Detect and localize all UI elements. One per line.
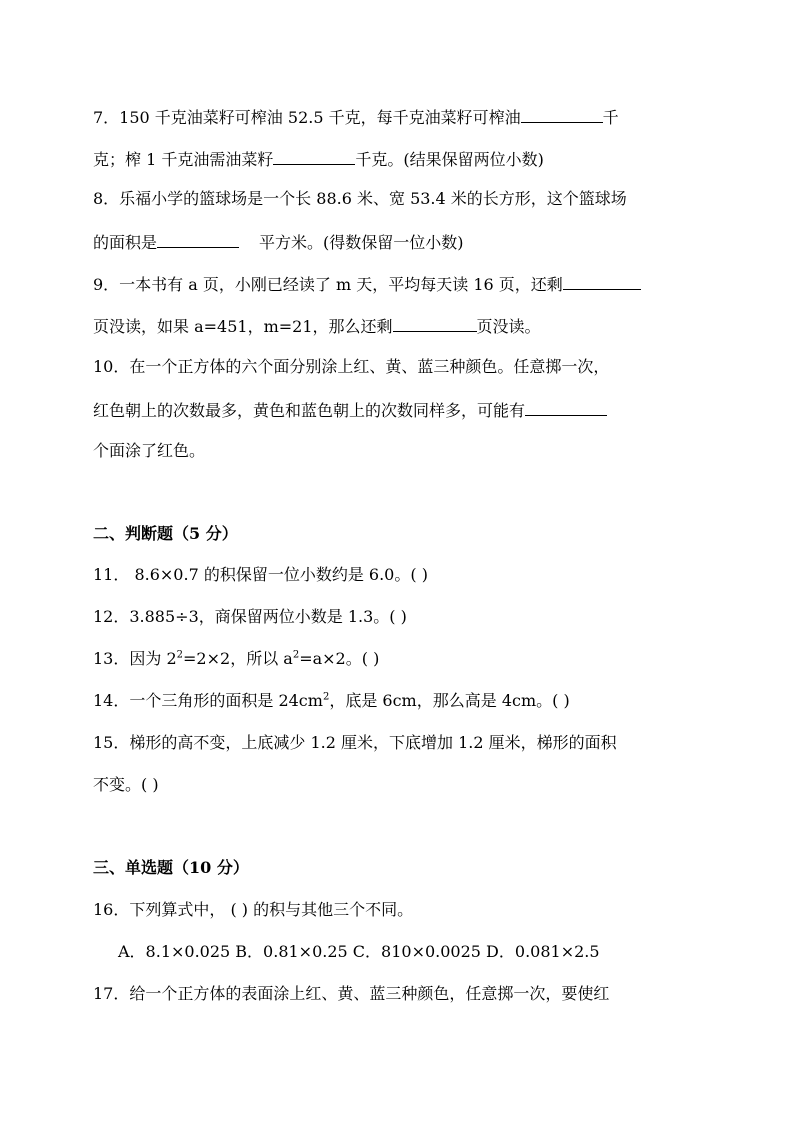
q13-text-b: =2×2，所以 a	[183, 649, 293, 668]
q9-blank-1[interactable]	[563, 271, 641, 290]
question-11: 11． 8.6×0.7 的积保留一位小数约是 6.0。( )	[93, 565, 428, 584]
q13-text-a: 13．因为 2	[93, 649, 177, 668]
q10-text-c: 个面涂了红色。	[93, 441, 206, 460]
q8-text-b: 的面积是	[93, 233, 158, 252]
q9-text-b: 页没读，如果 a=451，m=21，那么还剩	[93, 317, 393, 336]
section-2-title: 二、判断题（5 分）	[93, 524, 238, 543]
question-8-line-1	[93, 187, 703, 211]
question-14	[93, 689, 703, 713]
q14-text-b: ，底是 6cm，那么高是 4cm。( )	[329, 691, 570, 710]
question-15-line-1: 15．梯形的高不变，上底减少 1.2 厘米，下底增加 1.2 厘米，梯形的面积	[93, 733, 617, 752]
q7-text-d: 千克。(结果保留两位小数)	[355, 150, 544, 169]
q9-text-a: 9．一本书有 a 页，小刚已经读了 m 天，平均每天读 16 页，还剩	[93, 275, 563, 294]
q8-text-a: 8．乐福小学的篮球场是一个长 88.6 米、宽 53.4 米的长方形，这个篮球场	[93, 189, 627, 208]
question-16: 16．下列算式中， ( ) 的积与其他三个不同。	[93, 900, 414, 919]
q9-text-c: 页没读。	[476, 317, 541, 336]
question-13	[93, 647, 703, 671]
question-10-line-3	[93, 439, 703, 463]
question-7-line-2	[93, 146, 703, 172]
q14-text-a: 14．一个三角形的面积是 24cm	[93, 691, 323, 710]
q7-text-a: 7．150 千克油菜籽可榨油 52.5 千克，每千克油菜籽可榨油	[93, 108, 521, 127]
question-9-line-2	[93, 313, 703, 339]
q10-text-a: 10．在一个正方体的六个面分别涂上红、黄、蓝三种颜色。任意掷一次，	[93, 357, 610, 376]
question-9-line-1	[93, 271, 703, 297]
section-3-title: 三、单选题（10 分）	[93, 858, 249, 877]
q9-blank-2[interactable]	[393, 313, 477, 332]
question-7-line-1	[93, 104, 703, 130]
question-16-options: A．8.1×0.025 B．0.81×0.25 C．810×0.0025 D．0.081×2.5	[118, 942, 600, 961]
q7-blank-1[interactable]	[521, 104, 603, 123]
q13-superscript-2: 2	[292, 649, 300, 661]
q14-superscript: 2	[322, 691, 330, 703]
q10-text-b: 红色朝上的次数最多，黄色和蓝色朝上的次数同样多，可能有	[93, 401, 526, 420]
question-12: 12．3.885÷3，商保留两位小数是 1.3。( )	[93, 607, 407, 626]
question-17: 17．给一个正方体的表面涂上红、黄、蓝三种颜色，任意掷一次，要使红	[93, 984, 610, 1003]
question-10-line-1	[93, 355, 703, 379]
question-10-line-2	[93, 397, 703, 423]
q8-blank[interactable]	[157, 229, 239, 248]
q13-superscript-1: 2	[176, 649, 184, 661]
q8-text-c: 平方米。(得数保留一位小数)	[259, 233, 464, 252]
q7-text-c: 克；榨 1 千克油需油菜籽	[93, 150, 274, 169]
q7-text-b: 千	[602, 108, 619, 127]
question-15-line-2: 不变。( )	[93, 775, 159, 794]
q10-blank[interactable]	[525, 397, 607, 416]
q7-blank-2[interactable]	[273, 146, 355, 165]
question-8-line-2	[93, 229, 703, 255]
q13-text-c: =a×2。( )	[299, 649, 380, 668]
